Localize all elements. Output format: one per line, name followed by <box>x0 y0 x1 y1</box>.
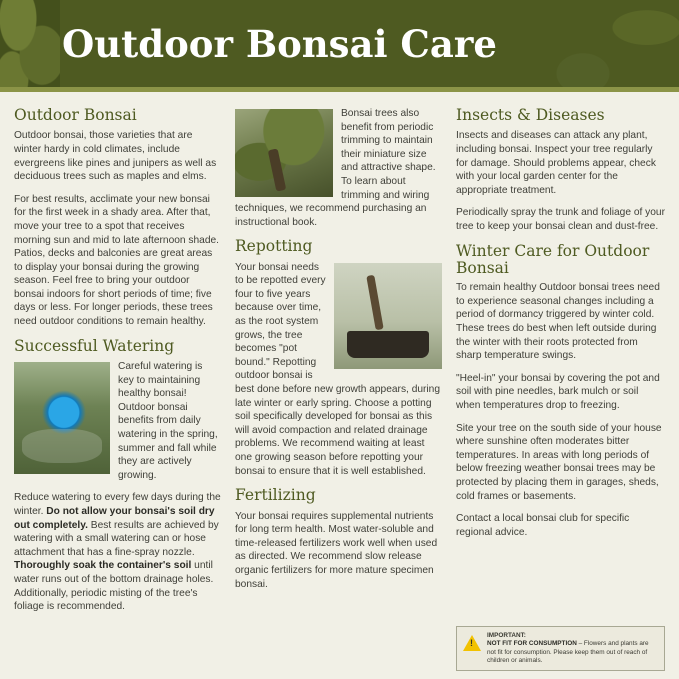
section-title-repotting: Repotting <box>235 237 313 256</box>
fertilizing-paragraph: Your bonsai requires supplemental nutrients for long term health. Most water-soluble and time-released fertilizers work well when used as directed. We recommend slow release organic fertilizers for more mature specimen bonsai. <box>235 510 438 590</box>
winter-paragraph-4: Contact a local bonsai club for specific regional advice. <box>456 513 630 538</box>
warning-icon <box>463 635 481 651</box>
leaf-decoration-left <box>0 0 60 92</box>
watering-bold-2: Thoroughly soak the container's soil <box>14 560 192 572</box>
watering-bold-1: Do not allow your bonsai's soil dry out completely. <box>14 505 215 531</box>
notice-line-2 <box>487 640 649 663</box>
insects-paragraph-2: Periodically spray the trunk and foliage of your tree to keep your bonsai clean and dust-free. <box>456 207 665 232</box>
page-title: Outdoor Bonsai Care <box>62 22 497 66</box>
watering-photo <box>14 362 110 474</box>
bonsai-tree-photo <box>235 109 333 197</box>
warning-icon-glyph: ! <box>470 638 473 649</box>
winter-paragraph-3: Site your tree on the south side of your house where sunshine often moderates bitter temperatures. In areas with long periods of below freezing weather bonsai trees may be protected by placing them in garages, sheds, cold frames or basements. <box>456 422 662 502</box>
section-title-outdoor-bonsai: Outdoor Bonsai <box>14 106 137 124</box>
winter-paragraph-1: To remain healthy Outdoor bonsai trees need to experience seasonal changes including a period of dormancy triggered by winter cold. These trees do best when left outside during the winter with their roots protected from sharp temperature swings. <box>456 282 660 362</box>
column-middle <box>235 107 442 675</box>
notice-line-3: – Flowers and plants are not fit for consumption. Please keep them out of reach of children or animals. <box>487 640 649 664</box>
watering-text-b: Best results are achieved by watering with a small watering can or hose attachment that has a fine-spray nozzle. <box>14 519 219 558</box>
winter-paragraph-2: "Heel-in" your bonsai by covering the pot and soil with pine needles, bark mulch or soil when temperatures drop to freezing. <box>456 372 660 411</box>
watering-block <box>14 360 221 491</box>
section-title-successful-watering: Successful Watering <box>14 336 175 355</box>
watering-paragraph-2 <box>14 491 221 613</box>
page-header <box>0 0 679 92</box>
notice-line-1: IMPORTANT: <box>487 632 526 640</box>
watering-text-c: until water runs out of the bottom drainage holes. Additionally, periodic misting of the tree's foliage is recommended. <box>14 560 214 613</box>
watering-text-a: Reduce watering to every few days during the winter. <box>14 492 221 517</box>
leaf-decoration-right <box>519 0 679 92</box>
repotting-photo <box>334 263 442 369</box>
section-title-insects-diseases: Insects & Diseases <box>456 106 605 124</box>
section-title-fertilizing: Fertilizing <box>235 486 316 505</box>
important-notice <box>456 626 665 671</box>
content-columns <box>0 97 679 679</box>
trimming-block <box>235 107 442 238</box>
watering-paragraph-1: Careful watering is key to maintaining healthy bonsai! Outdoor bonsai benefits from daily watering in the spring, summer and fall while they are actively growing. <box>118 361 218 481</box>
insects-paragraph-1: Insects and diseases can attack any plant, including bonsai. Inspect your tree regularly for damage. Should problems appear, check with your local garden center for the appropriate treatment. <box>456 130 656 196</box>
column-right <box>456 107 665 675</box>
notice-line-2-bold: NOT FIT FOR CONSUMPTION <box>487 640 577 648</box>
header-rule <box>0 87 679 92</box>
repotting-block <box>235 261 442 488</box>
section-title-winter-care: Winter Care for Outdoor Bonsai <box>456 241 650 277</box>
trimming-paragraph: Bonsai trees also benefit from periodic trimming to maintain their miniature size and attractive shape. To learn about trimming and wiring techniques, we recommend purchasing an instructional book. <box>235 108 436 228</box>
repotting-paragraph: Your bonsai needs to be repotted every four to five years because over time, as the root system grows, the tree becomes "pot bound." Repotting outdoor bonsai is best done before new growth appears, during late winter or early spring. Choose a potting soil specifically developed for bonsai as this will avoid compaction and related drainage problems. We recommend waiting at least one growing season before repotting your bonsai to ensure that it is well established. <box>235 261 441 477</box>
column-left <box>14 107 221 675</box>
outdoor-bonsai-paragraph-1: Outdoor bonsai, those varieties that are winter hardy in cold climates, include evergreens like pines and junipers as well as deciduous trees such as maples and elms. <box>14 130 217 183</box>
notice-text <box>487 632 658 665</box>
outdoor-bonsai-paragraph-2: For best results, acclimate your new bonsai for the first week in a shady area. After that, move your tree to a spot that receives morning sun and mid to late afternoon shade. Patios, decks and balconies are great areas to display your bonsai during the growing season. Feel free to bring your outdoor bonsai indoors for short periods of time; five days or less. For longer periods, these trees need outdoor conditions to remain healthy. <box>14 193 220 328</box>
